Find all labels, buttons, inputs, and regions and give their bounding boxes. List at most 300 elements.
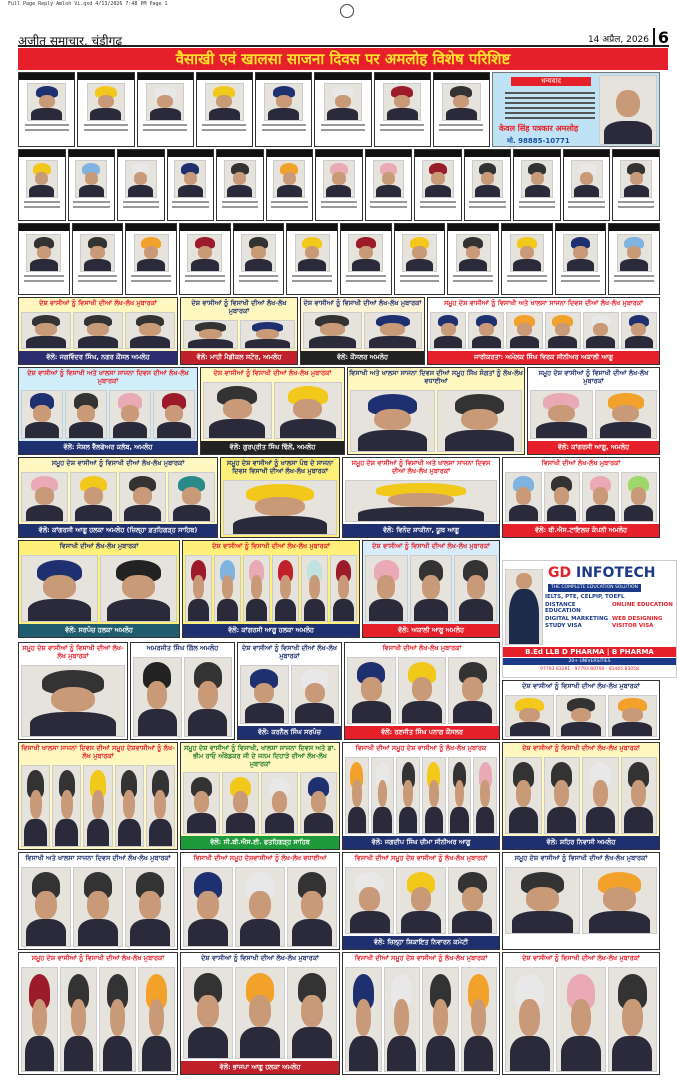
portrait-photo <box>621 472 658 522</box>
portrait-photo <box>301 555 328 622</box>
portrait-photo <box>287 967 337 1059</box>
grid-cell <box>68 149 116 221</box>
ad-sponsor: ਵੱਲੋਂ: ਸਰਪੰਚ ਹਲਕਾ ਅਮਲੋਹ <box>19 624 179 637</box>
grid-cell <box>18 72 75 147</box>
portrait-photo <box>205 83 244 121</box>
portrait-photo <box>21 665 125 737</box>
ad-photos <box>503 693 659 739</box>
portrait-photo <box>571 160 603 198</box>
ad-photos <box>19 388 197 441</box>
portrait-photo <box>473 757 497 834</box>
ad-photos <box>19 470 217 524</box>
greeting-ad <box>502 952 660 1075</box>
portrait-photo <box>100 555 177 622</box>
portrait-photo <box>324 83 363 121</box>
ad-sponsor: ਵੱਲੋਂ: ਗੁਰਪ੍ਰੀਤ ਸਿੰਘ ਢਿੱਲੋਂ, ਅਮਲੋਹ <box>201 441 344 454</box>
greeting-ad <box>502 852 660 950</box>
greeting-ad <box>344 642 500 740</box>
portrait-photo <box>21 555 98 622</box>
ad-photos <box>343 478 499 524</box>
ad-photos <box>19 663 127 739</box>
portrait-photo <box>80 234 115 272</box>
grid-cell <box>374 72 431 147</box>
gd-service: WEB DESIGNING <box>612 615 663 622</box>
thanks-phone: मो. 98885-10771 <box>507 137 570 145</box>
portrait-photo <box>26 160 58 198</box>
portrait-photo <box>73 867 123 947</box>
ad-headline: ਵਿਸਾਖੀ ਦੀਆਂ ਸਮੂਹ ਦੇਸ਼ ਵਾਸੀਆਂ ਨੂੰ ਲੱਖ-ਲੱਖ ਮੁਬਾਰਕ <box>355 744 487 752</box>
greeting-ad <box>300 297 425 365</box>
gd-service: DIGITAL MARKETING <box>545 615 609 622</box>
greeting-ad <box>180 852 340 950</box>
portrait-photo <box>350 390 435 452</box>
greeting-ad <box>347 367 525 455</box>
portrait-photo <box>448 757 472 834</box>
ad-photos <box>19 865 177 949</box>
portrait-photo <box>323 160 355 198</box>
greeting-ad <box>18 642 128 740</box>
portrait-photo <box>21 867 71 947</box>
portrait-photo <box>185 555 212 622</box>
ad-photos <box>181 770 339 836</box>
portrait-photo <box>125 312 175 349</box>
gd-logo: GD INFOTECH <box>548 565 656 581</box>
portrait-photo <box>73 312 123 349</box>
ad-headline: ਵਿਸਾਖੀ ਦੀਆਂ ਸਮੂਹ ਦੇਸ਼ ਵਾਸੀਆਂ ਨੂੰ ਲੱਖ-ਲੱਖ ਮੁਬਾਰਕਾਂ <box>354 954 488 962</box>
greeting-ad <box>427 297 660 365</box>
portrait-photo <box>109 390 151 439</box>
portrait-photo <box>468 312 504 349</box>
ad-photos <box>343 865 499 936</box>
ad-headline: ਦੇਸ਼ ਵਾਸੀਆਂ ਨੂੰ ਵਿਸਾਖੀ ਦੀਆਂ ਲੱਖ-ਲੱਖ ਮੁਬਾਰਕਾਂ <box>191 299 287 315</box>
portrait-photo <box>396 867 445 934</box>
portrait-photo <box>187 234 222 272</box>
portrait-photo <box>287 867 337 947</box>
thanks-title: धन्यवाद <box>511 77 591 86</box>
ad-photos <box>528 388 659 441</box>
portrait-photo <box>345 480 497 522</box>
thanks-box <box>492 72 660 147</box>
greeting-ad <box>502 742 660 850</box>
gd-service: IELTS, PTE, CELPIP, TOEFL <box>545 594 625 600</box>
newspaper-name: अजीत समाचार, चंडीगढ़ <box>18 34 123 48</box>
grid-cell <box>179 223 231 295</box>
portrait-photo <box>620 160 652 198</box>
supplement-banner: वैसाखी एवं खालसा साजना दिवस पर अमलोह विशेष परिशिष्ट <box>18 48 668 70</box>
crop-mark-icon <box>340 4 354 18</box>
ad-photos <box>348 388 524 454</box>
portrait-photo <box>563 234 598 272</box>
grid-cell <box>72 223 124 295</box>
ad-sponsor: ਵੱਲੋਂ: ਕਾਂਗਰਸੀ ਆਗੂ ਹਲਕਾ ਅਮਲੋਹ (ਜ਼ਿਲ੍ਹਾ ਫ਼ਤਹਿਗੜ੍ਹ ਸਾਹਿਬ) <box>19 524 217 537</box>
ad-headline: ਦੇਸ਼ ਵਾਸੀਆਂ ਨੂੰ ਵਿਸਾਖੀ ਦੀਆਂ ਲੱਖ-ਲੱਖ ਮੁਬਾਰਕਾਂ <box>213 369 332 377</box>
portrait-photo <box>21 312 71 349</box>
advert-man-photo <box>505 569 543 645</box>
grid-cell <box>555 223 607 295</box>
ad-sponsor: ਵੱਲੋਂ: ਵਿਨੋਦ ਸ਼ਾਕੀਨਾ, ਯੂਥ ਆਗੂ <box>343 524 499 537</box>
portrait-photo <box>83 765 112 847</box>
portrait-photo <box>303 312 362 349</box>
portrait-photo <box>384 967 421 1072</box>
greeting-ad <box>18 540 180 638</box>
ad-photos <box>221 478 339 537</box>
grid-cell <box>18 149 66 221</box>
portrait-photo <box>582 757 619 834</box>
masthead-rule <box>18 45 669 47</box>
ad-photos <box>183 553 359 624</box>
greeting-ad <box>182 540 360 638</box>
portrait-photo <box>505 757 542 834</box>
portrait-photo <box>383 83 422 121</box>
greeting-ad <box>502 457 660 538</box>
portrait-photo <box>26 234 61 272</box>
portrait-photo <box>21 765 50 847</box>
ad-sponsor: ਵੱਲੋਂ: ਸ਼ਹਿਰ ਨਿਵਾਸੀ ਅਮਲੋਹ <box>503 836 659 849</box>
grid-cell <box>612 149 660 221</box>
portrait-photo <box>168 472 215 522</box>
portrait-photo <box>582 867 657 934</box>
portrait-photo <box>174 160 206 198</box>
portrait-photo <box>410 555 453 622</box>
portrait-photo <box>183 320 238 349</box>
portrait-photo <box>345 867 394 934</box>
greeting-ad <box>18 367 198 455</box>
greeting-ad <box>18 952 178 1075</box>
greeting-ad <box>502 680 660 740</box>
portrait-photo <box>461 967 498 1072</box>
greeting-ad <box>130 642 235 740</box>
ad-headline: ਦੇਸ਼ ਵਾਸੀਆਂ ਨੂੰ ਵਿਸਾਖੀ ਦੀਆਂ ਲੱਖ-ਲੱਖ ਮੁਬਾਰਕਾਂ <box>372 542 490 550</box>
ad-photos <box>503 965 659 1074</box>
portrait-photo <box>364 312 423 349</box>
portrait-photo <box>505 695 554 737</box>
ad-headline: ਸਮੂਹ ਦੇਸ਼ ਵਾਸੀਆਂ ਨੂੰ ਵਿਸਾਖੀ ਦੀਆਂ ਲੱਖ-ਲੱਖ ਮੁਬਾਰਕਾਂ <box>22 644 124 660</box>
grid-cell <box>137 72 194 147</box>
ad-sponsor: ਵੱਲੋਂ: ਕੌਂਸਲਰ ਅਮਲੋਹ <box>301 351 424 364</box>
portrait-photo <box>183 967 233 1059</box>
portrait-photo <box>65 390 107 439</box>
ad-headline: ਵਿਸਾਖੀ ਦੀਆਂ ਲੱਖ-ਲੱਖ ਮੁਬਾਰਕਾਂ <box>541 459 621 467</box>
ad-headline: ਸਮੂਹ ਦੇਸ਼ ਵਾਸੀਆਂ ਨੂੰ ਖਾਲਸਾ ਪੰਥ ਦੇ ਸਾਜਨਾ ਦਿਵਸ ਵਿਸਾਖੀ ਦੀਆਂ ਲੱਖ-ਲੱਖ ਮੁਬਾਰਕਾਂ <box>226 459 334 475</box>
portrait-photo <box>261 772 298 834</box>
portrait-photo <box>291 665 340 724</box>
portrait-photo <box>365 555 408 622</box>
ad-photos <box>201 380 344 441</box>
issue-date: 14 अप्रैल, 2026 <box>587 35 649 45</box>
greeting-ad <box>180 297 298 365</box>
portrait-photo <box>422 757 446 834</box>
portrait-photo <box>545 312 581 349</box>
portrait-photo <box>556 967 605 1072</box>
portrait-photo <box>134 234 169 272</box>
ad-headline: ਸਮੂਹ ਦੇਸ਼ ਵਾਸੀਆਂ ਨੂੰ ਵਿਸਾਖੀ, ਖਾਲਸਾ ਸਾਜਨਾ ਦਿਵਸ ਅਤੇ ਡਾ. ਭੀਮ ਰਾਓ ਅੰਬੇਡਕਰ ਜੀ ਦੇ ਜਨਮ ਦਿਹਾੜੇ ਦੀਆਂ ਲੱਖ-ਲੱਖ ਮੁਬਾਰਕਾਂ <box>183 744 337 768</box>
gd-service: DISTANCE EDUCATION <box>545 601 581 614</box>
ad-sponsor: ਜਾਰੀਕਰਤਾ: ਅਮੋਲਕ ਸਿੰਘ ਵਿਰਕ ਸੀਨੀਅਰ ਅਕਾਲੀ ਆਗੂ <box>428 351 659 364</box>
portrait-photo <box>448 867 497 934</box>
ad-headline: ਸਮੂਹ ਦੇਸ਼ ਵਾਸੀਆਂ ਨੂੰ ਵਿਸਾਖੀ ਦੀਆਂ ਲੱਖ-ਲੱਖ ਮੁਬਾਰਕਾਂ <box>31 954 165 962</box>
ad-photos <box>503 755 659 836</box>
ad-sponsor: ਵੱਲੋਂ: ਕਾਂਗਰਸੀ ਆਗੂ ਹਲਕਾ ਅਮਲੋਹ <box>183 624 359 637</box>
grid-cell <box>414 149 462 221</box>
ad-headline: ਵਿਸਾਖੀ ਅਤੇ ਖਾਲਸਾ ਸਾਜਨਾ ਦਿਵਸ ਦੀਆਂ ਸਮੂਹ ਸਿੱਖ ਸੰਗਤਾਂ ਨੂੰ ਲੱਖ-ਲੱਖ ਵਧਾਈਆਂ <box>349 369 523 385</box>
grid-cell <box>315 149 363 221</box>
portrait-photo <box>437 390 522 452</box>
greeting-ad <box>18 852 178 950</box>
greeting-ad <box>200 367 345 455</box>
greeting-ad <box>180 952 340 1075</box>
ad-headline: ਅਮਰਜੀਤ ਸਿੰਘ ਗਿੱਲ ਅਮਲੋਹ <box>146 644 219 652</box>
portrait-photo <box>442 83 481 121</box>
grid-cell <box>513 149 561 221</box>
grid-cell <box>233 223 285 295</box>
portrait-photo <box>125 160 157 198</box>
ad-sponsor: ਵੱਲੋਂ: ਬੀ.ਐਸ.ਟਾਇਲਜ਼ ਕੰਪਨੀ ਅਮਲੋਹ <box>503 524 659 537</box>
ad-headline: ਸਮੂਹ ਦੇਸ਼ ਵਾਸੀਆਂ ਨੂੰ ਵਿਸਾਖੀ ਅਤੇ ਖਾਲਸਾ ਸਾਜਨਾ ਦਿਵਸ ਦੀਆਂ ਲੱਖ-ਲੱਖ ਮੁਬਾਰਕਾਂ <box>443 299 644 307</box>
portrait-photo <box>430 312 466 349</box>
portrait-photo <box>115 765 144 847</box>
portrait-photo <box>347 657 396 724</box>
thanks-text-lines <box>501 89 599 122</box>
grid-cell <box>216 149 264 221</box>
greeting-ad <box>18 742 178 850</box>
grid-cell <box>608 223 660 295</box>
print-slug: Full Page Reply Amloh Vi.qxd 4/13/2026 7:48 PM Page 1 <box>8 1 168 7</box>
ad-photos <box>503 470 659 524</box>
portrait-photo <box>125 867 175 947</box>
portrait-photo <box>146 765 175 847</box>
ad-headline: ਦੇਸ਼ ਵਾਸੀਆਂ ਨੂੰ ਵਿਸਾਖੀ ਦੀਆਂ ਲੱਖ-ਲੱਖ ਮੁਬਾਰਕਾਂ <box>201 954 319 962</box>
ad-photos <box>343 755 499 836</box>
greeting-ad <box>362 540 500 638</box>
greeting-ad <box>342 457 500 538</box>
grid-cell <box>340 223 392 295</box>
ad-headline: ਦੇਸ਼ ਵਾਸੀਆਂ ਨੂੰ ਵਿਸਾਖੀ ਦੀਆਂ ਲੱਖ-ਲੱਖ ਮੁਬਾਰਕਾਂ <box>522 954 640 962</box>
greeting-ad <box>342 742 500 850</box>
ad-photos <box>181 965 339 1061</box>
portrait-photo <box>21 390 63 439</box>
portrait-photo <box>223 480 337 535</box>
portrait-photo <box>21 967 58 1072</box>
portrait-photo <box>138 967 175 1072</box>
ad-sponsor: ਵੱਲੋਂ: ਜ਼ਿਲ੍ਹਾ ਸ਼ਿਕਾਇਤ ਨਿਵਾਰਨ ਕਮੇਟੀ <box>343 936 499 949</box>
ad-photos <box>301 310 424 351</box>
gd-service: VISITOR VISA <box>612 623 654 629</box>
ad-headline: ਵਿਸਾਖੀ ਖਾਲਸਾ ਸਾਜਨਾ ਦਿਵਸ ਦੀਆਂ ਸਮੂਹ ਦੇਸ਼ਵਾਸੀਆਂ ਨੂੰ ਲੱਖ-ਲੱਖ ਮੁਬਾਰਕਾਂ <box>21 744 175 760</box>
ad-sponsor: ਵੱਲੋਂ: ਅਕਾਲੀ ਆਗੂ ਅਮਲੋਹ <box>363 624 499 637</box>
ad-photos <box>428 310 659 351</box>
portrait-photo <box>345 757 369 834</box>
portrait-photo <box>235 867 285 947</box>
portrait-photo <box>243 555 270 622</box>
portrait-photo <box>544 472 581 522</box>
portrait-photo <box>183 867 233 947</box>
ad-headline: ਵਿਸਾਖੀ ਦੀਆਂ ਸਮੂਹ ਦੇਸ਼ਵਾਸੀਆਂ ਨੂੰ ਲੱਖ-ਲੱਖ ਵਧਾਈਆਂ <box>193 854 327 862</box>
portrait-photo <box>52 765 81 847</box>
greeting-ad <box>342 952 500 1075</box>
gd-courses: B.Ed LLB D PHARMA | B PHARMA <box>503 647 676 657</box>
ad-headline: ਸਮੂਹ ਦੇਸ਼ ਵਾਸੀਆਂ ਨੂੰ ਵਿਸਾਖੀ ਦੀਆਂ ਲੱਖ-ਲੱਖ ਮੁਬਾਰਕਾਂ <box>538 369 649 385</box>
ad-headline: ਦੇਸ਼ ਵਾਸੀਆਂ ਨੂੰ ਵਿਸਾਖੀ ਦੀਆਂ ਲੱਖ-ਲੱਖ ਮੁਬਾਰਕਾਂ <box>522 744 640 752</box>
grid-cell <box>18 223 70 295</box>
grid-cell <box>266 149 314 221</box>
portrait-photo <box>300 772 337 834</box>
portrait-photo <box>153 390 195 439</box>
portrait-photo <box>472 160 504 198</box>
portrait-photo <box>133 657 182 737</box>
grid-cell <box>314 72 371 147</box>
portrait-photo <box>371 757 395 834</box>
portrait-photo <box>214 555 241 622</box>
ad-photos <box>19 553 179 624</box>
ad-headline: ਦੇਸ਼ ਵਾਸੀਆਂ ਨੂੰ ਵਿਸਾਖੀ ਦੀਆਂ ਲੱਖ-ਲੱਖ ਮੁਬਾਰਕਾਂ <box>212 542 330 550</box>
ad-headline: ਦੇਸ਼ ਵਾਸੀਆਂ ਨੂੰ ਵਿਸਾਖੀ ਦੀਆਂ ਲੱਖ-ਲੱਖ ਮੁਬਾਰਕਾਂ <box>39 299 157 307</box>
portrait-photo <box>398 657 447 724</box>
photo-grid-row <box>18 72 490 147</box>
grid-cell <box>365 149 413 221</box>
ad-headline: ਦੇਸ਼ ਵਾਸੀਆਂ ਨੂੰ ਵਿਸਾਖੀ ਦੀਆਂ ਲੱਖ-ਲੱਖ ਮੁਬਾਰਕਾਂ <box>522 682 640 690</box>
photo-grid-row <box>18 223 660 295</box>
portrait-photo <box>583 312 619 349</box>
grid-cell <box>501 223 553 295</box>
ad-photos <box>363 553 499 624</box>
grid-cell <box>433 72 490 147</box>
portrait-photo <box>422 160 454 198</box>
gd-tagline: THE COMPLETE EDUCATION SOLUTION <box>548 584 641 592</box>
portrait-photo <box>203 382 272 439</box>
portrait-photo <box>422 967 459 1072</box>
portrait-photo <box>521 160 553 198</box>
portrait-photo <box>448 657 497 724</box>
gd-phones: 97793 83281 · 97793 80790 · 81465 83058 <box>540 667 639 672</box>
ad-photos <box>181 318 297 351</box>
ad-headline: ਸਮੂਹ ਦੇਸ਼ ਵਾਸੀਆਂ ਨੂੰ ਵਿਸਾਖੀ ਦੀਆਂ ਲੱਖ-ਲੱਖ ਮੁਬਾਰਕਾਂ <box>514 854 648 862</box>
portrait-photo <box>345 967 382 1072</box>
page-number: 6 <box>653 28 669 47</box>
grid-cell <box>77 72 134 147</box>
portrait-photo <box>70 472 117 522</box>
gd-service: STUDY VISA <box>545 623 582 629</box>
grid-cell <box>286 223 338 295</box>
portrait-photo <box>87 83 126 121</box>
ad-headline: ਸਮੂਹ ਦੇਸ਼ ਵਾਸੀਆਂ ਨੂੰ ਵਿਸਾਖੀ ਅਤੇ ਖਾਲਸਾ ਸਾਜਨਾ ਦਿਵਸ ਦੀਆਂ ਲੱਖ-ਲੱਖ ਮੁਬਾਰਕਾਂ <box>351 459 491 475</box>
portrait-photo <box>235 967 285 1059</box>
portrait-photo <box>241 234 276 272</box>
grid-cell <box>125 223 177 295</box>
ad-sponsor: ਵੱਲੋਂ: ਸੀ.ਬੀ.ਐਸ.ਈ. ਫਤਹਿਗੜ੍ਹ ਸਾਹਿਬ <box>181 836 339 849</box>
ad-headline: ਵਿਸਾਖੀ ਅਤੇ ਖਾਲਸਾ ਸਾਜਨਾ ਦਿਵਸ ਦੀਆਂ ਲੱਖ-ਲੱਖ ਮੁਬਾਰਕਾਂ <box>25 854 171 862</box>
gd-service: ONLINE EDUCATION <box>612 601 673 608</box>
portrait-photo <box>396 757 420 834</box>
ad-headline: ਦੇਸ਼ ਵਾਸੀਆਂ ਨੂੰ ਵਿਸਾਖੀ ਦੀਆਂ ਲੱਖ-ਲੱਖ ਮੁਬਾਰਕਾਂ <box>303 299 422 307</box>
ad-sponsor: ਵੱਲੋਂ: ਜਗਦੀਪ ਸਿੰਘ ਚੀਮਾ ਸੀਨੀਅਰ ਆਗੂ <box>343 836 499 849</box>
grid-cell <box>563 149 611 221</box>
portrait-photo <box>373 160 405 198</box>
portrait-photo <box>530 390 593 439</box>
ad-headline: ਦੇਸ਼ ਵਾਸੀਆਂ ਨੂੰ ਵਿਸਾਖੀ ਅਤੇ ਖਾਲਸਾ ਸਾਜਨਾ ਦਿਵਸ ਦੀਆਂ ਲੱਖ-ਲੱਖ ਮੁਬਾਰਕਾਂ <box>27 369 189 385</box>
ad-photos <box>238 663 341 726</box>
portrait-photo <box>119 472 166 522</box>
portrait-photo <box>621 312 657 349</box>
grid-cell <box>447 223 499 295</box>
portrait-photo <box>621 757 658 834</box>
ad-headline: ਵਿਸਾਖੀ ਦੀਆਂ ਲੱਖ-ਲੱਖ ਮੁਬਾਰਕਾਂ <box>382 644 462 652</box>
portrait-photo <box>454 555 497 622</box>
ad-headline: ਵਿਸਾਖੀ ਦੀਆਂ ਲੱਖ-ਲੱਖ ਮੁਬਾਰਕਾਂ <box>59 542 139 550</box>
greeting-ad <box>220 457 340 538</box>
greeting-ad <box>18 457 218 538</box>
grid-cell <box>255 72 312 147</box>
ad-photos <box>19 310 177 351</box>
portrait-photo <box>595 390 658 439</box>
ad-headline: ਦੇਸ਼ ਵਾਸੀਆਂ ਨੂੰ ਵਿਸਾਖੀ ਦੀਆਂ ਲੱਖ-ਲੱਖ ਮੁਬਾਰਕਾਂ <box>242 644 337 660</box>
ad-photos <box>345 655 499 726</box>
portrait-photo <box>274 382 343 439</box>
ad-sponsor: ਵੱਲੋਂ: ਭਾਜਪਾ ਆਗੂ ਹਲਕਾ ਅਮਲੋਹ <box>181 1061 339 1074</box>
ad-photos <box>131 655 234 739</box>
portrait-photo <box>240 320 295 349</box>
photo-grid-row <box>18 149 660 221</box>
greeting-ad <box>237 642 342 740</box>
ad-photos <box>503 865 659 936</box>
thanks-name: केवल सिंह पत्रकार अमलोह <box>499 124 579 133</box>
portrait-photo <box>146 83 185 121</box>
ad-sponsor: ਵੱਲੋਂ: ਰਣਜੀਤ ਸਿੰਘ ਪਨਾਗ ਕੌਂਸਲਰ <box>345 726 499 739</box>
ad-sponsor: ਵੱਲੋਂ: ਕਾਂਗਰਸੀ ਆਗੂ, ਅਮਲੋਹ <box>528 441 659 454</box>
portrait-photo <box>222 772 259 834</box>
portrait-photo <box>510 234 545 272</box>
portrait-photo <box>60 967 97 1072</box>
portrait-photo <box>183 772 220 834</box>
portrait-photo <box>184 657 233 737</box>
portrait-photo <box>27 83 66 121</box>
ad-sponsor: ਵੱਲੋਂ: ਅਮਰਜੀਤ ਸਿੰਘ ਜੂਨੀਅਰ ਮੈਨੇਜਰ <box>503 936 659 949</box>
ad-sponsor: ਵੱਲੋਂ: ਮਾਹੀ ਮੈਡੀਕਲ ਸਟੋਰ, ਅਮਲੋਹ <box>181 351 297 364</box>
grid-cell <box>464 149 512 221</box>
portrait-photo <box>75 160 107 198</box>
greeting-ad <box>18 297 178 365</box>
greeting-ad <box>527 367 660 455</box>
portrait-photo <box>21 472 68 522</box>
portrait-photo <box>556 695 605 737</box>
reporter-photo <box>599 75 657 145</box>
ad-headline: ਸਮੂਹ ਦੇਸ਼ ਵਾਸੀਆਂ ਨੂੰ ਵਿਸਾਖੀ ਦੀਆਂ ਲੱਖ-ਲੱਖ ਮੁਬਾਰਕਾਂ <box>51 459 185 467</box>
portrait-photo <box>506 312 542 349</box>
greeting-ad <box>180 742 340 850</box>
gd-infotech-ad <box>502 560 677 678</box>
gd-services <box>545 594 676 630</box>
portrait-photo <box>99 967 136 1072</box>
portrait-photo <box>272 555 299 622</box>
ad-headline: ਵਿਸਾਖੀ ਦੀਆਂ ਸਮੂਹ ਦੇਸ਼ ਵਾਸੀਆਂ ਨੂੰ ਲੱਖ-ਲੱਖ ਮੁਬਾਰਕਾਂ <box>354 854 488 862</box>
portrait-photo <box>617 234 652 272</box>
portrait-photo <box>608 967 657 1072</box>
grid-cell <box>117 149 165 221</box>
ad-sponsor: ਵੱਲੋਂ: ਜਗਵਿੰਦਰ ਸਿੰਘ, ਨਗਰ ਕੌਂਸਲ ਅਮਲੋਹ <box>19 351 177 364</box>
ad-photos <box>181 865 339 949</box>
grid-cell <box>196 72 253 147</box>
ad-sponsor: ਵੱਲੋਂ: ਸੋਸ਼ਲ ਵੈੱਲਫੇਅਰ ਕਲੱਬ, ਅਮਲੋਹ <box>19 441 197 454</box>
portrait-photo <box>456 234 491 272</box>
portrait-photo <box>295 234 330 272</box>
greeting-ad <box>342 852 500 950</box>
portrait-photo <box>224 160 256 198</box>
portrait-photo <box>330 555 357 622</box>
ad-sponsor: ਵੱਲੋਂ: ਕਰਨੈਲ ਸਿੰਘ ਸਰਪੰਚ <box>238 726 341 739</box>
portrait-photo <box>505 967 554 1072</box>
portrait-photo <box>505 867 580 934</box>
ad-photos <box>343 965 499 1074</box>
portrait-photo <box>544 757 581 834</box>
